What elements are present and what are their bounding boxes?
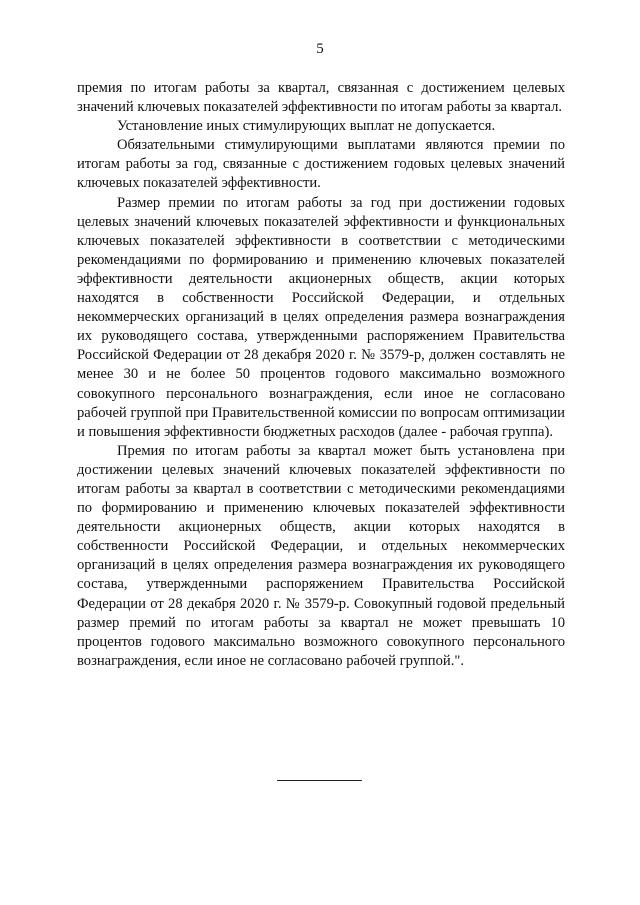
document-body (77, 79, 565, 671)
paragraph-other-payments-prohibited: Установление иных стимулирующих выплат не допускается. (117, 118, 496, 135)
paragraph-mandatory-payments: Обязательными стимулирующими выплатами являются премии по итогам работы за год, связанные с достижением годовых целевых значений ключевых показателей эффективности. (77, 137, 565, 192)
page-number: 5 (316, 41, 324, 57)
end-of-document-rule (277, 780, 362, 781)
paragraph-quarterly-bonus-conditions: Премия по итогам работы за квартал может быть установлена при достижении целевых значений ключевых показателей эффективности по итогам работы за квартал в соответствии с методическими рекомендациями по формированию и применению ключевых показателей эффективности деятельности акционерных обществ, акции которых находятся в собственности Российской Федерации, и отдельных некоммерческих организаций в целях определения размера вознаграждения их руководящего состава, утвержденными распоряжением Правительства Российской Федерации от 28 декабря 2020 г. № 3579-р. Совокупный годовой предельный размер премий по итогам работы за квартал не может превышать 10 процентов годового максимально возможного совокупного персонального вознаграждения, если иное не согласовано рабочей группой.". (77, 442, 565, 669)
paragraph-quarterly-bonus-item: премия по итогам работы за квартал, связанная с достижением целевых значений ключевых показателей эффективности по итогам работы за квартал. (77, 80, 565, 116)
paragraph-annual-bonus-size: Размер премии по итогам работы за год при достижении годовых целевых значений ключевых показателей эффективности и функциональных ключевых показателей эффективности в соответствии с методическими рекомендациями по формированию и применению ключевых показателей эффективности деятельности акционерных обществ, акции которых находятся в собственности Российской Федерации, и отдельных некоммерческих организаций в целях определения размера вознаграждения их руководящего состава, утвержденными распоряжением Правительства Российской Федерации от 28 декабря 2020 г. № 3579-р, должен составлять не менее 30 и не более 50 процентов годового максимально возможного совокупного персонального вознаграждения, если иное не согласовано рабочей группой при Правительственной комиссии по вопросам оптимизации и повышения эффективности бюджетных расходов (далее - рабочая группа). (77, 194, 565, 440)
